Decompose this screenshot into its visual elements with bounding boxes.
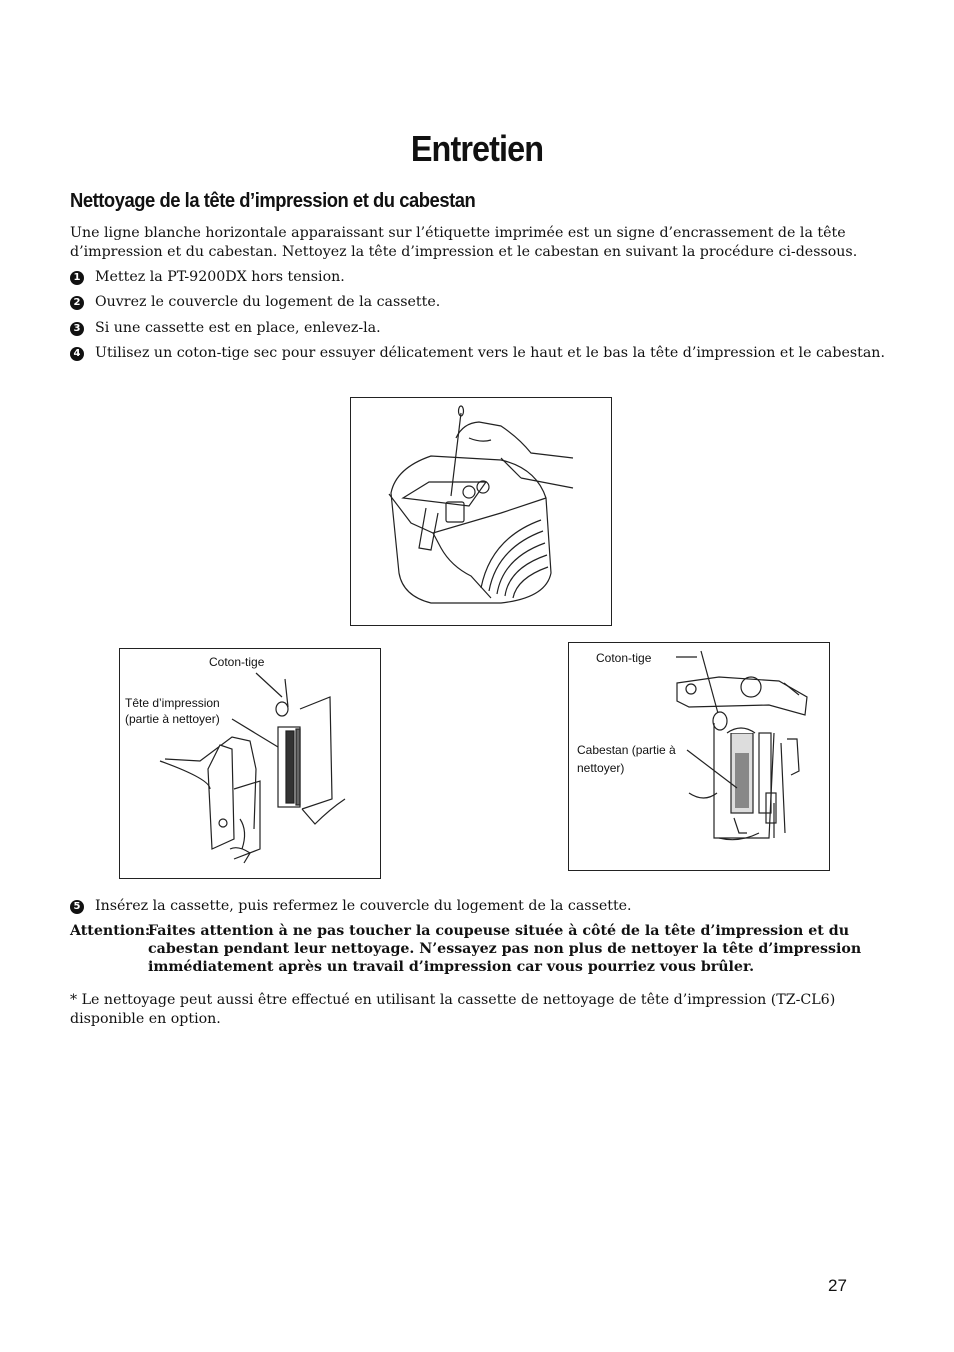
step-4-text: Utilisez un coton-tige sec pour essuyer délicatement vers le haut et le bas la tête d’impression et le cabestan. [95,345,885,361]
step-5 [70,897,632,915]
step-3-text: Si une cassette est en place, enlevez-la. [95,320,381,336]
step-number-3: 3 [70,322,84,336]
capstan-label-line2: nettoyer) [577,761,625,775]
step-2 [70,293,440,311]
step-1 [70,268,345,286]
step-number-5: 5 [70,900,84,914]
step-number-1: 1 [70,271,84,285]
capstan-label-line1: Cabestan (partie à [577,743,676,757]
step-2-text: Ouvrez le couvercle du logement de la cassette. [95,294,441,310]
step-1-text: Mettez la PT-9200DX hors tension. [95,269,345,285]
intro-paragraph: Une ligne blanche horizontale apparaissant sur l’étiquette imprimée est un signe d’encrassement de la tête d’impression et du cabestan. Nettoyez la tête d’impression et le cabestan en suivant la procédure ci-dessous. [70,225,858,260]
step-number-4: 4 [70,347,84,361]
step-number-2: 2 [70,296,84,310]
step-3 [70,319,381,337]
step-4 [70,344,885,362]
swab-label-right: Coton-tige [596,651,652,665]
attention-label: Attention: [70,923,151,939]
print-head-label-line1: Tête d’impression [125,696,220,710]
step-5-text: Insérez la cassette, puis refermez le couvercle du logement de la cassette. [95,898,632,914]
attention-block [70,922,880,976]
capstan-detail-illustration [568,642,830,871]
print-head-detail-illustration [119,648,381,879]
swab-label-left: Coton-tige [209,655,265,669]
footnote: * Le nettoyage peut aussi être effectué en utilisant la cassette de nettoyage de tête d’impression (TZ-CL6) disponible en option. [70,992,836,1027]
print-head-label-line2: (partie à nettoyer) [125,712,220,726]
page-number: 27 [828,1276,847,1295]
printer-cleaning-illustration [350,397,612,626]
attention-text: Faites attention à ne pas toucher la coupeuse située à côté de la tête d’impression et du cabestan pendant leur nettoyage. N’essayez pas non plus de nettoyer la tête d’impression immédiatement après un travail d’impression car vous pourriez vous brûler. [148,923,862,975]
section-heading: Nettoyage de la tête d’impression et du cabestan [70,190,476,212]
page-title: Entretien [410,128,544,169]
